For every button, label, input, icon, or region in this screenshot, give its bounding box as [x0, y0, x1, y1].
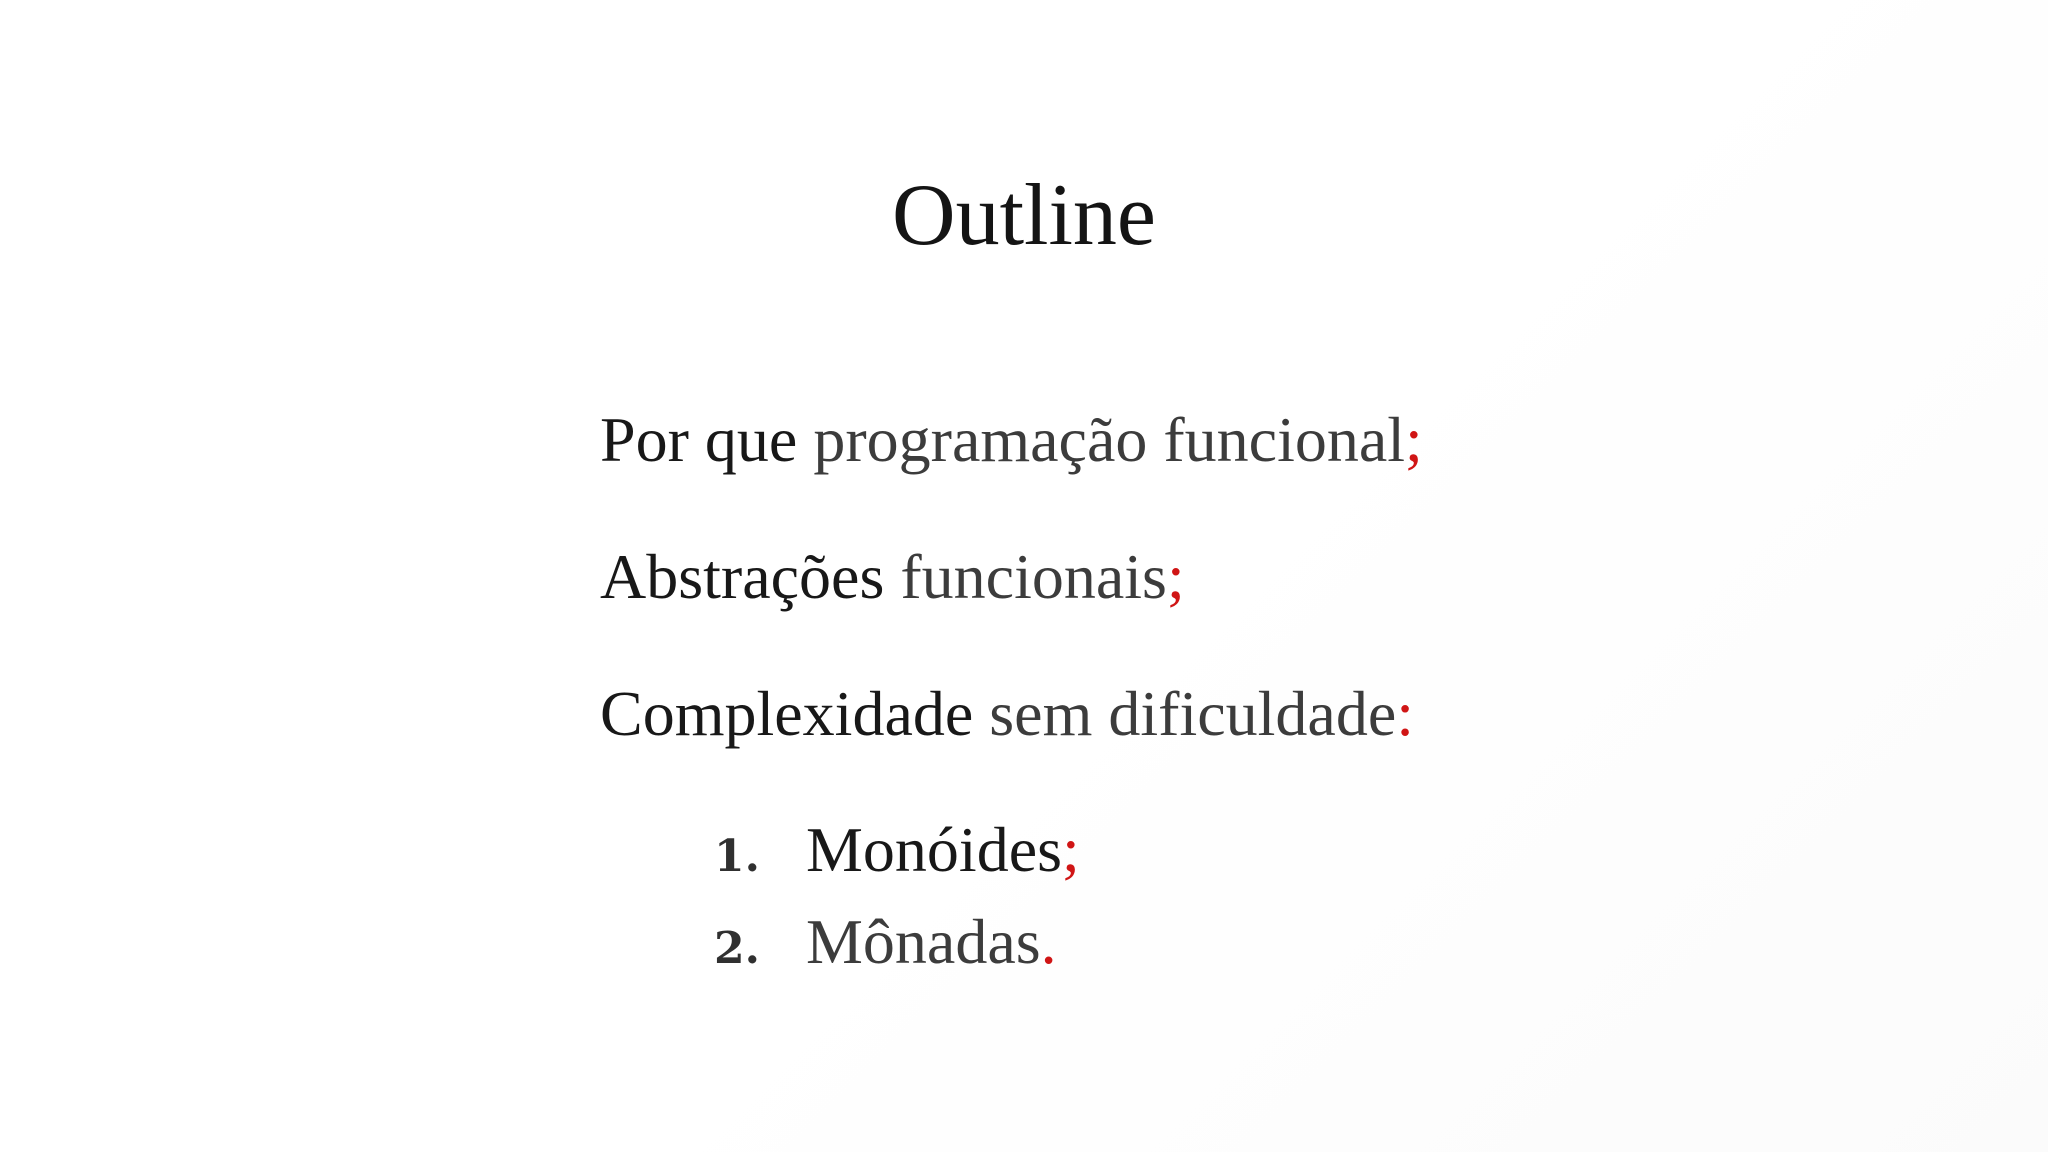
outline-subitem-punctuation: .	[1040, 906, 1057, 977]
outline-subitem-punctuation: ;	[1062, 814, 1080, 885]
outline-item-lead: Abstrações	[600, 541, 901, 612]
outline-item-why-functional	[600, 404, 1423, 475]
outline-item-rest: sem dificuldade	[989, 678, 1397, 749]
outline-subitem-text: Mônadas	[806, 906, 1041, 977]
outline-subitem-monoids	[714, 814, 1080, 885]
outline-item-lead: Complexidade	[600, 678, 990, 749]
outline-subitem-monads	[714, 906, 1057, 977]
outline-subitem-text: Monóides	[806, 814, 1062, 885]
outline-item-punctuation: ;	[1405, 404, 1423, 475]
outline-item-lead: Por que	[600, 404, 814, 475]
outline-item-rest: funcionais	[900, 541, 1167, 612]
outline-item-punctuation: ;	[1166, 541, 1185, 612]
slide-title: Outline	[892, 167, 1156, 264]
outline-item-abstractions	[600, 541, 1185, 612]
outline-item-complexity	[600, 678, 1414, 749]
outline-item-rest: programação funcional	[813, 404, 1406, 475]
list-number: 2.	[714, 923, 760, 974]
list-number: 1.	[714, 831, 760, 882]
outline-item-punctuation: :	[1396, 678, 1414, 749]
